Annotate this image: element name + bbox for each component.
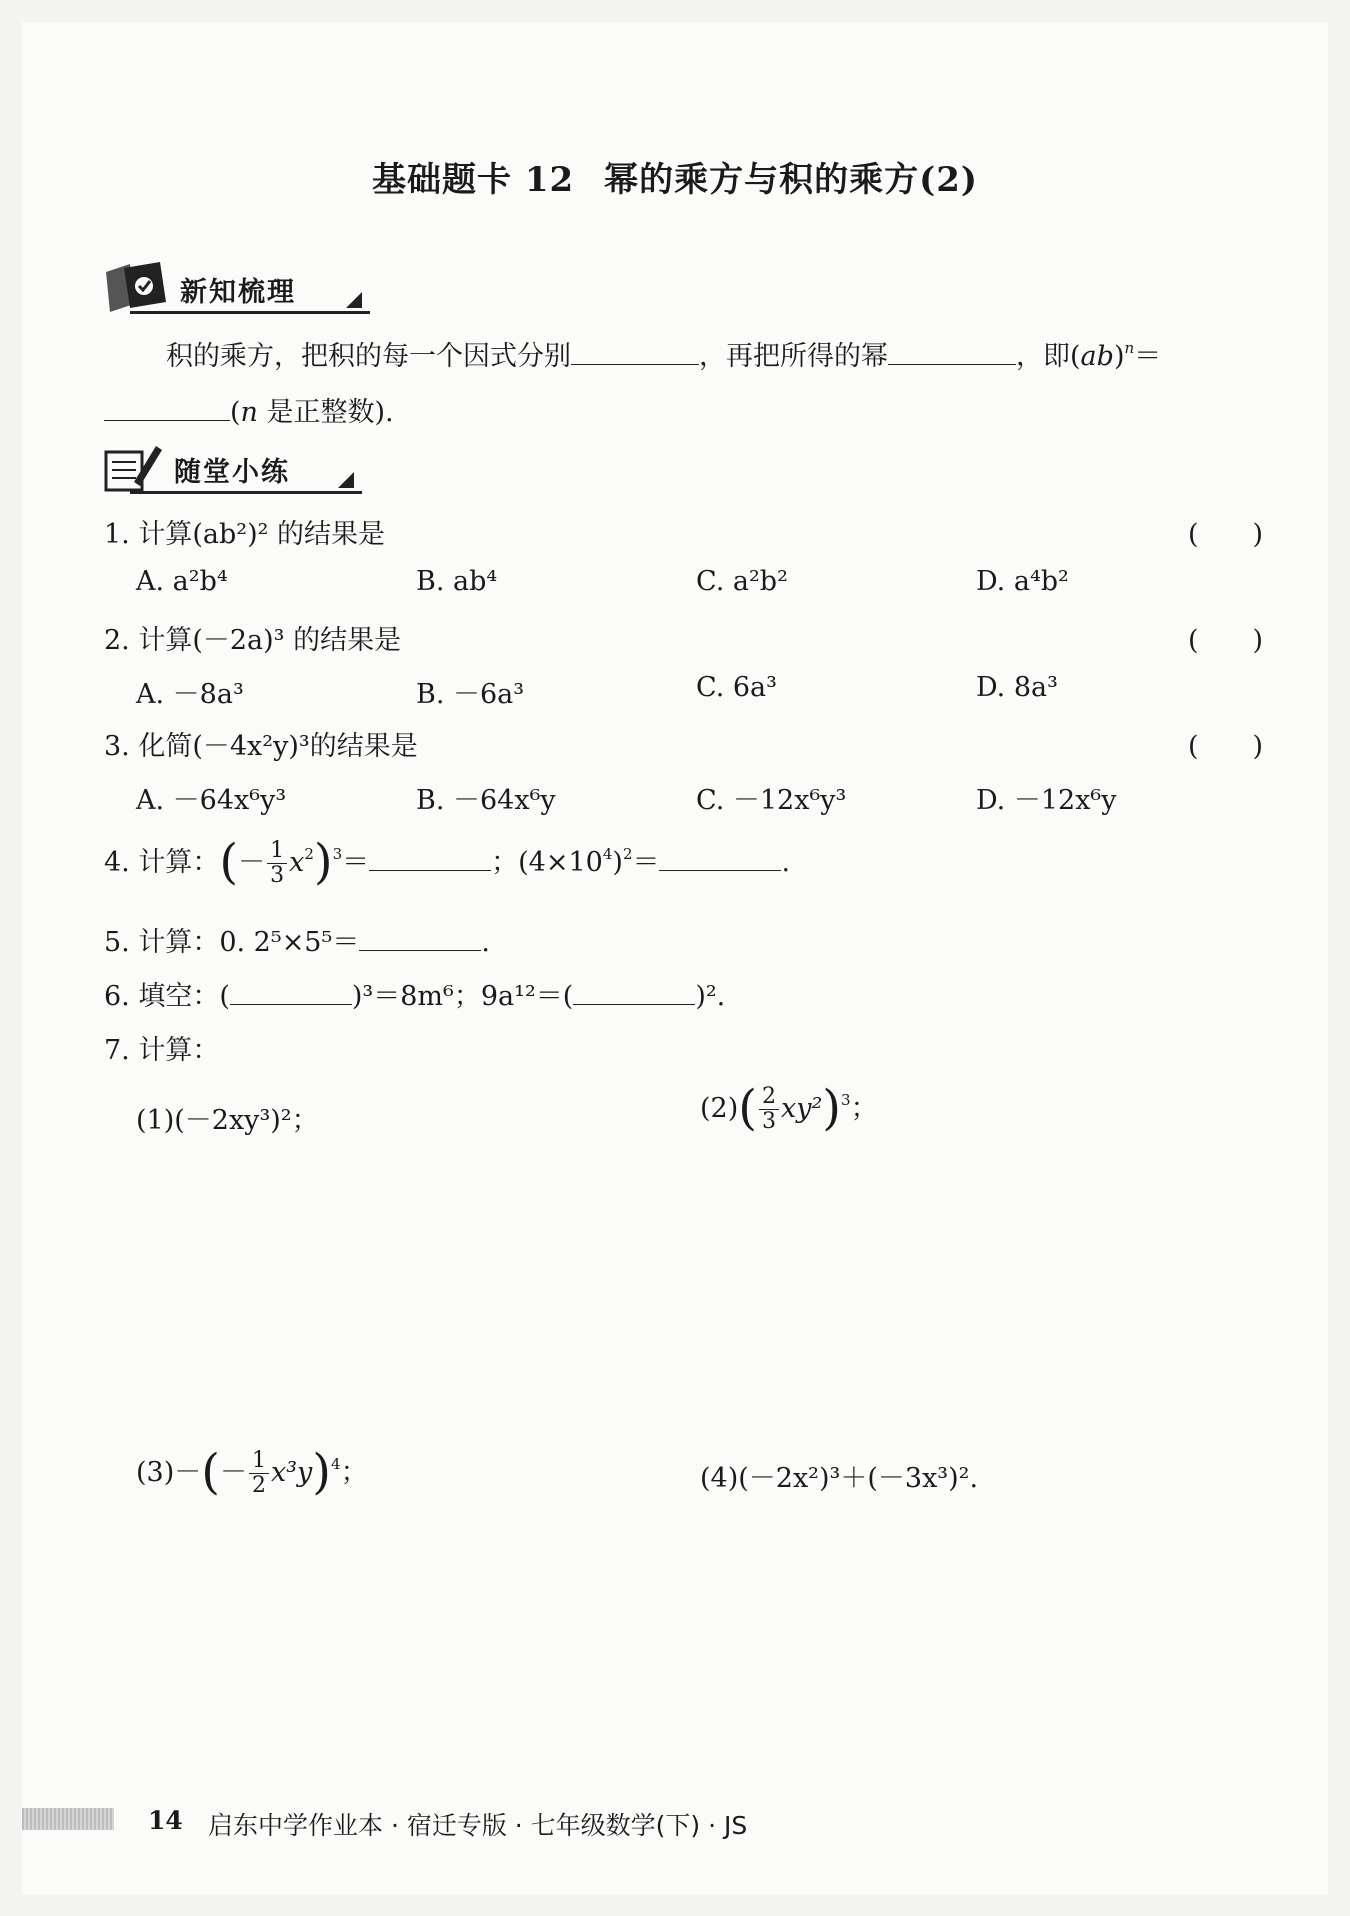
option-a[interactable]: A. －64x⁶y³ bbox=[136, 785, 287, 816]
knowledge-text: ，再把所得的幂 bbox=[699, 341, 888, 372]
fraction-denominator: 3 bbox=[761, 1109, 776, 1134]
big-paren-open: ( bbox=[201, 1444, 220, 1500]
formula-eq: ＝ bbox=[1134, 341, 1162, 372]
formula-var: x³y bbox=[270, 1457, 313, 1488]
answer-bracket[interactable]: ( ) bbox=[1188, 731, 1264, 762]
title-card-number: 基础题卡 12 bbox=[372, 160, 575, 200]
question-7-part-4: (4)(－2x²)³＋(－3x³)². bbox=[700, 1463, 979, 1494]
fraction bbox=[249, 1449, 269, 1498]
formula-text: ；(4×10 bbox=[491, 847, 603, 878]
formula-var: xy² bbox=[780, 1093, 823, 1124]
big-paren-open: ( bbox=[219, 834, 239, 890]
question-6-text: 6. 填空：( bbox=[104, 981, 230, 1012]
formula-exp: 4 bbox=[602, 845, 613, 863]
big-paren-close: ) bbox=[313, 834, 333, 890]
knowledge-line-2 bbox=[104, 390, 394, 429]
question-2-stem: 2. 计算(－2a)³ 的结果是 bbox=[104, 625, 402, 656]
fraction-numerator: 1 bbox=[267, 839, 287, 864]
option-a[interactable]: A. －8a³ bbox=[136, 679, 244, 710]
section-title-practice: 随堂小练 bbox=[174, 457, 290, 488]
section-title-new-knowledge: 新知梳理 bbox=[180, 277, 296, 308]
option-c[interactable]: C. 6a³ bbox=[696, 672, 777, 703]
formula-exp: 2 bbox=[304, 845, 314, 863]
notebook-pencil-icon bbox=[100, 438, 170, 496]
formula-end: . bbox=[481, 927, 490, 958]
question-7-part-3 bbox=[136, 1444, 368, 1500]
answer-bracket[interactable]: ( ) bbox=[1188, 519, 1264, 550]
option-d[interactable]: D. 8a³ bbox=[976, 672, 1058, 703]
formula-exp: 4 bbox=[331, 1455, 341, 1473]
option-a[interactable]: A. a²b⁴ bbox=[136, 566, 228, 597]
answer-bracket[interactable]: ( ) bbox=[1188, 625, 1264, 656]
question-7-part-2 bbox=[700, 1080, 878, 1136]
question-4-prefix: 4. 计算： bbox=[104, 847, 220, 878]
question-5-text: 5. 计算：0. 2⁵×5⁵＝ bbox=[104, 927, 360, 958]
formula-minus: － bbox=[238, 847, 266, 878]
formula-end: . bbox=[781, 847, 791, 878]
fill-blank[interactable] bbox=[571, 338, 699, 365]
knowledge-text: 积的乘方，把积的每一个因式分别 bbox=[166, 341, 571, 372]
question-3-stem: 3. 化简(－4x²y)³的结果是 bbox=[104, 731, 418, 762]
fraction bbox=[759, 1085, 779, 1134]
section-underline bbox=[130, 491, 362, 494]
formula-paren: ) bbox=[612, 847, 623, 878]
fraction-denominator: 2 bbox=[251, 1473, 266, 1498]
fill-blank[interactable] bbox=[104, 394, 230, 421]
option-c[interactable]: C. －12x⁶y³ bbox=[696, 785, 847, 816]
fill-blank[interactable] bbox=[369, 844, 491, 871]
fraction bbox=[267, 839, 287, 888]
fill-blank[interactable] bbox=[659, 844, 781, 871]
formula-var: ab bbox=[1080, 341, 1114, 372]
question-6-text: )³＝8m⁶；9a¹²＝( bbox=[351, 981, 574, 1012]
fill-blank[interactable] bbox=[573, 978, 695, 1005]
fraction-numerator: 2 bbox=[759, 1085, 779, 1110]
fill-blank[interactable] bbox=[888, 338, 1016, 365]
big-paren-open: ( bbox=[738, 1080, 757, 1136]
fraction-numerator: 1 bbox=[249, 1449, 269, 1474]
formula-exp: 2 bbox=[622, 845, 633, 863]
section-header-practice bbox=[100, 438, 360, 496]
question-7-stem: 7. 计算： bbox=[104, 1035, 220, 1066]
knowledge-text: ( bbox=[230, 397, 241, 428]
page-title bbox=[0, 152, 1350, 201]
triangle-marker-icon bbox=[338, 472, 354, 488]
knowledge-text: 是正整数). bbox=[257, 397, 394, 428]
big-paren-close: ) bbox=[822, 1080, 842, 1136]
formula-var: n bbox=[240, 397, 258, 428]
formula-minus: － bbox=[219, 1457, 247, 1488]
formula-eq: ＝ bbox=[632, 847, 660, 878]
section-underline bbox=[130, 311, 370, 314]
option-b[interactable]: B. ab⁴ bbox=[416, 566, 498, 597]
option-d[interactable]: D. －12x⁶y bbox=[976, 785, 1117, 816]
formula-end: ； bbox=[850, 1093, 878, 1124]
question-5 bbox=[104, 920, 490, 959]
option-b[interactable]: B. －64x⁶y bbox=[416, 785, 556, 816]
section-header-new-knowledge bbox=[100, 258, 370, 316]
big-paren-close: ) bbox=[312, 1444, 332, 1500]
formula-exp: 3 bbox=[841, 1091, 851, 1109]
question-6 bbox=[104, 974, 725, 1013]
option-b[interactable]: B. －6a³ bbox=[416, 679, 525, 710]
fill-blank[interactable] bbox=[359, 924, 481, 951]
formula-end: ； bbox=[340, 1457, 368, 1488]
question-1-stem: 1. 计算(ab²)² 的结果是 bbox=[104, 519, 386, 550]
question-7-part-1: (1)(－2xy³)²； bbox=[136, 1105, 319, 1136]
page-number: 14 bbox=[148, 1806, 183, 1835]
formula-paren: ) bbox=[1113, 341, 1125, 372]
fill-blank[interactable] bbox=[230, 978, 352, 1005]
formula-exp: 3 bbox=[332, 845, 343, 863]
question-4 bbox=[104, 834, 790, 890]
footer-bar bbox=[22, 1808, 114, 1830]
part-prefix: (3)－ bbox=[136, 1457, 202, 1488]
book-check-icon bbox=[100, 258, 170, 316]
triangle-marker-icon bbox=[346, 292, 362, 308]
knowledge-text: ，即( bbox=[1016, 341, 1081, 372]
option-d[interactable]: D. a⁴b² bbox=[976, 566, 1069, 597]
option-c[interactable]: C. a²b² bbox=[696, 566, 788, 597]
part-prefix: (2) bbox=[700, 1093, 739, 1124]
formula-exp: n bbox=[1124, 339, 1135, 357]
fraction-denominator: 3 bbox=[270, 863, 285, 888]
formula-eq: ＝ bbox=[342, 847, 370, 878]
title-topic: 幂的乘方与积的乘方(2) bbox=[604, 160, 978, 200]
question-6-text: )². bbox=[695, 981, 726, 1012]
formula-var: x bbox=[289, 847, 305, 878]
knowledge-line-1 bbox=[166, 334, 1161, 373]
footer-book-title: 启东中学作业本 · 宿迁专版 · 七年级数学(下) · JS bbox=[208, 1811, 748, 1840]
